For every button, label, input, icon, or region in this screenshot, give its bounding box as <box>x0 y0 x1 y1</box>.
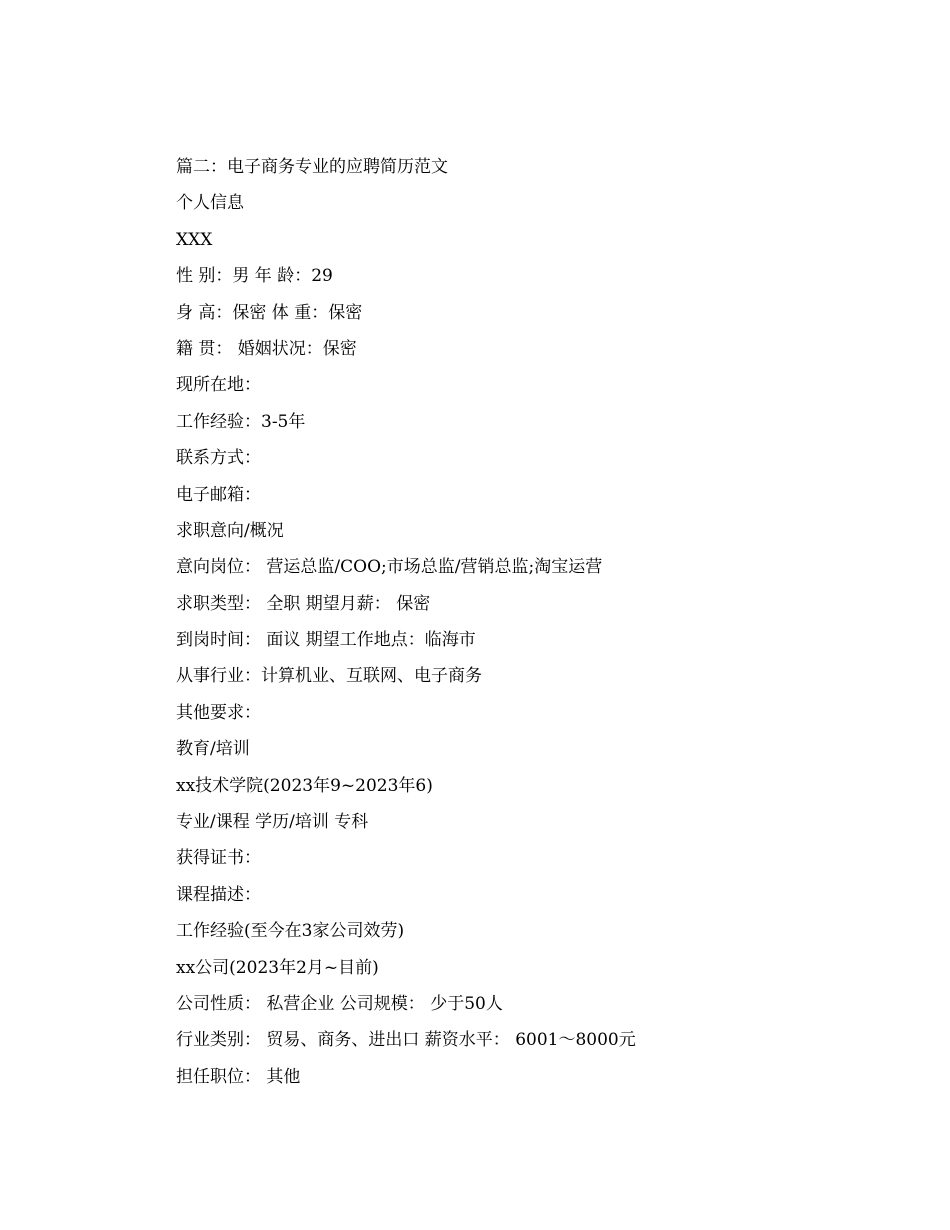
job-type-salary-line: 求职类型： 全职 期望月薪： 保密 <box>176 593 431 614</box>
height-weight-line: 身 高：保密 体 重：保密 <box>176 302 363 323</box>
industry-salary-line: 行业类别： 贸易、商务、进出口 薪资水平： 6001～8000元 <box>176 1030 636 1051</box>
industry-line: 从事行业：计算机业、互联网、电子商务 <box>176 666 482 687</box>
hometown-marital-line: 籍 贯： 婚姻状况：保密 <box>176 338 357 359</box>
company-type-size-line: 公司性质： 私营企业 公司规模： 少于50人 <box>176 993 503 1014</box>
name-line: XXX <box>176 229 213 250</box>
position-line: 担任职位： 其他 <box>176 1066 301 1087</box>
company-line: xx公司(2023年2月~目前) <box>176 957 379 978</box>
work-experience-years-line: 工作经验：3-5年 <box>176 411 306 432</box>
heading-personal-info: 个人信息 <box>176 193 244 214</box>
heading-work-experience: 工作经验(至今在3家公司效劳) <box>176 921 405 942</box>
other-requirements-line: 其他要求： <box>176 702 261 723</box>
certificates-line: 获得证书： <box>176 848 261 869</box>
heading-education: 教育/培训 <box>176 739 250 760</box>
school-line: xx技术学院(2023年9~2023年6) <box>176 775 433 796</box>
course-description-line: 课程描述： <box>176 884 261 905</box>
email-line: 电子邮箱： <box>176 484 261 505</box>
desired-position-line: 意向岗位： 营运总监/COO;市场总监/营销总监;淘宝运营 <box>176 557 603 578</box>
major-degree-line: 专业/课程 学历/培训 专科 <box>176 812 369 833</box>
resume-text <box>176 149 876 1095</box>
start-date-location-line: 到岗时间： 面议 期望工作地点：临海市 <box>176 630 476 651</box>
contact-line: 联系方式： <box>176 448 261 469</box>
gender-age-line: 性 别：男 年 龄：29 <box>176 266 333 287</box>
current-location-line: 现所在地： <box>176 375 261 396</box>
heading-job-intention: 求职意向/概况 <box>176 520 284 541</box>
section-title: 篇二：电子商务专业的应聘简历范文 <box>176 157 448 177</box>
